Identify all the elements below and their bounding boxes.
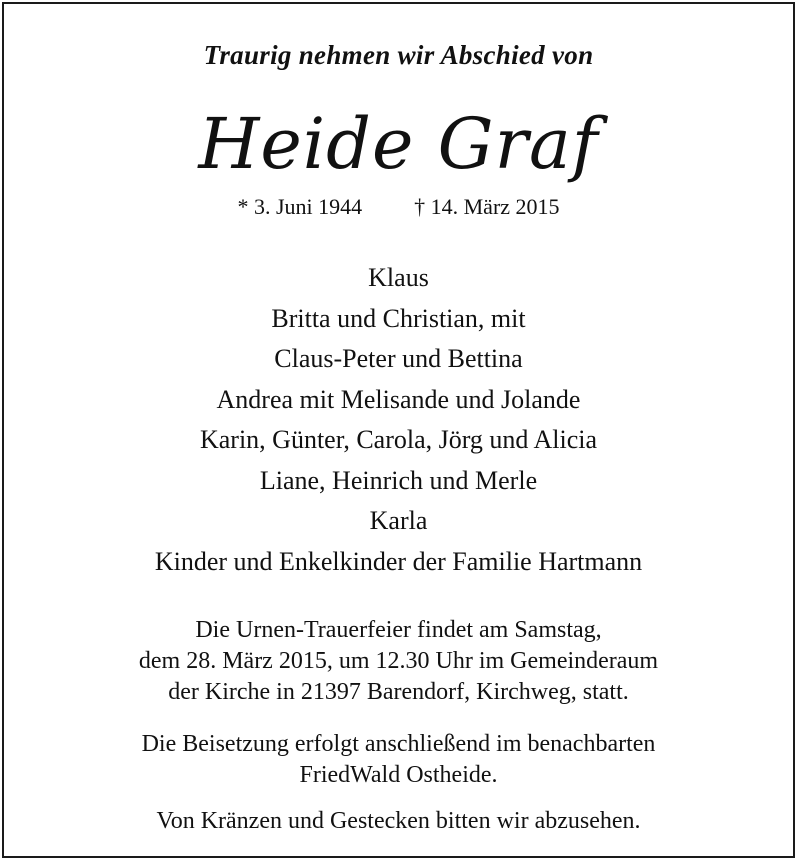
mourner-line: Klaus bbox=[368, 263, 429, 292]
birth-date: * 3. Juni 1944 bbox=[237, 194, 363, 219]
obituary-notice bbox=[2, 2, 795, 858]
mourner-line: Liane, Heinrich und Merle bbox=[259, 465, 538, 495]
burial-line: Die Beisetzung erfolgt anschließend im benachbarten bbox=[141, 731, 656, 757]
mourner-line: Karin, Günter, Carola, Jörg und Alicia bbox=[199, 425, 598, 454]
ceremony-line: dem 28. März 2015, um 12.30 Uhr im Gemeinderaum bbox=[138, 648, 659, 674]
ceremony-info bbox=[4, 615, 793, 708]
mourner-line: Andrea mit Melisande und Jolande bbox=[216, 384, 581, 414]
deceased-name: Heide Graf bbox=[198, 103, 599, 185]
mourner-line: Claus-Peter und Bettina bbox=[274, 344, 523, 373]
mourners-list bbox=[4, 258, 793, 582]
ceremony-line: der Kirche in 21397 Barendorf, Kirchweg, statt. bbox=[168, 679, 629, 705]
life-dates bbox=[4, 194, 793, 220]
mourner-line: Britta und Christian, mit bbox=[271, 303, 526, 333]
ceremony-line: Die Urnen-Trauerfeier findet am Samstag, bbox=[195, 617, 602, 643]
burial-line: FriedWald Ostheide. bbox=[299, 762, 498, 788]
mourner-line: Kinder und Enkelkinder der Familie Hartmann bbox=[154, 546, 643, 576]
burial-info bbox=[4, 729, 793, 791]
mourner-line: Karla bbox=[369, 506, 428, 535]
wreaths-request: Von Kränzen und Gestecken bitten wir abzusehen. bbox=[156, 808, 641, 834]
death-date: † 14. März 2015 bbox=[414, 194, 560, 219]
intro-line: Traurig nehmen wir Abschied von bbox=[203, 40, 594, 70]
